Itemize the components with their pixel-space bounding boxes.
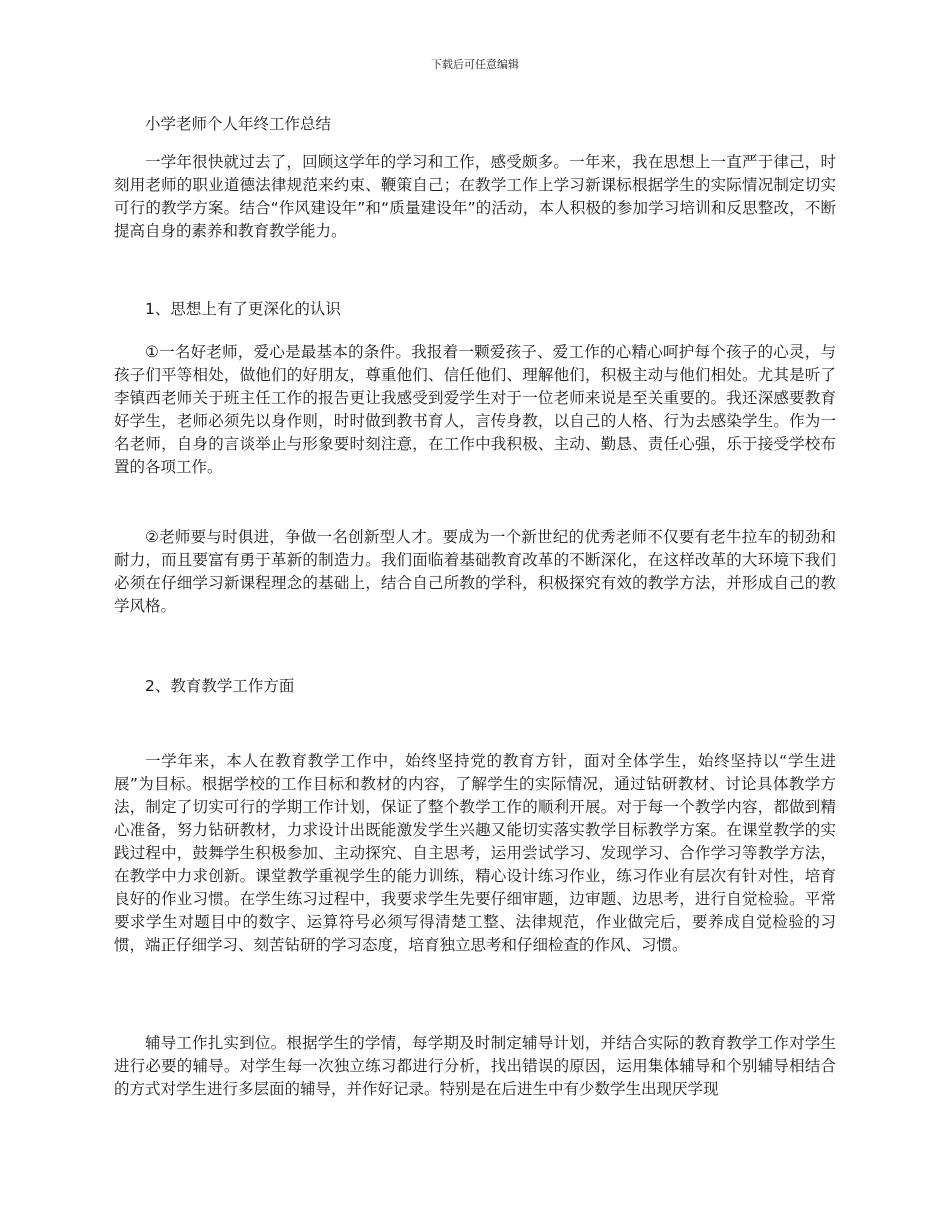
document-title: 小学老师个人年终工作总结 [145, 115, 332, 133]
section-1-paragraph-2: ②老师要与时俱进，争做一名创新型人才。要成为一个新世纪的优秀老师不仅要有老牛拉车的韧劲和耐力，而且要富有勇于革新的制造力。我们面临着基础教育改革的不断深化，在这样改革的大环境下我们必须在仔细学习新课程理念的基础上，结合自己所教的学科，积极探究有效的教学方法，并形成自己的教学风格。 [114, 528, 836, 615]
intro-paragraph: 一学年很快就过去了，回顾这学年的学习和工作，感受颇多。一年来，我在思想上一直严于律己，时刻用老师的职业道德法律规范来约束、鞭策自己；在教学工作上学习新课标根据学生的实际情况制定切实可行的教学方案。结合“作风建设年”和“质量建设年”的活动，本人积极的参加学习培训和反思整改，不断提高自身的素养和教育教学能力。 [114, 153, 836, 240]
section-2-paragraph-1: 一学年来，本人在教育教学工作中，始终坚持党的教育方针，面对全体学生，始终坚持以“学生进展”为目标。根据学校的工作目标和教材的内容，了解学生的实际情况，通过钻研教材、讨论具体教学方法，制定了切实可行的学期工作计划，保证了整个教学工作的顺利开展。对于每一个教学内容，都做到精心准备，努力钻研教材，力求设计出既能激发学生兴趣又能切实落实教学目标教学方案。在课堂教学的实践过程中，鼓舞学生积极参加、主动探究、自主思考，运用尝试学习、发现学习、合作学习等教学方法，在教学中力求创新。课堂教学重视学生的能力训练，精心设计练习作业，练习作业有层次有针对性，培育良好的作业习惯。在学生练习过程中，我要求学生先要仔细审题，边审题、边思考，进行自觉检验。平常要求学生对题目中的数字、运算符号必须写得清楚工整、法律规范，作业做完后，要养成自觉检验的习惯，端正仔细学习、刻苦钻研的学习态度，培育独立思考和仔细检查的作风、习惯。 [114, 752, 836, 954]
section-1-heading: 1、思想上有了更深化的认识 [145, 300, 341, 318]
section-2-heading: 2、教育教学工作方面 [145, 677, 295, 695]
section-1-paragraph-1: ①一名好老师，爱心是最基本的条件。我报着一颗爱孩子、爱工作的心精心呵护每个孩子的心灵，与孩子们平等相处，做他们的好朋友，尊重他们、信任他们、理解他们，积极主动与他们相处。尤其是听了李镇西老师关于班主任工作的报告更让我感受到爱学生对于一位老师来说是至关重要的。我还深感要教育好学生，老师必须先以身作则，时时做到教书育人，言传身教，以自己的人格、行为去感染学生。作为一名老师，自身的言谈举止与形象要时刻注意，在工作中我积极、主动、勤恳、责任心强，乐于接受学校布置的各项工作。 [114, 343, 836, 476]
page-header: 下载后可任意编辑 [431, 58, 519, 71]
section-2-paragraph-2: 辅导工作扎实到位。根据学生的学情，每学期及时制定辅导计划，并结合实际的教育教学工作对学生进行必要的辅导。对学生每一次独立练习都进行分析，找出错误的原因，运用集体辅导和个别辅导相结合的方式对学生进行多层面的辅导，并作好记录。特别是在后进生中有少数学生出现厌学现 [114, 1034, 836, 1098]
